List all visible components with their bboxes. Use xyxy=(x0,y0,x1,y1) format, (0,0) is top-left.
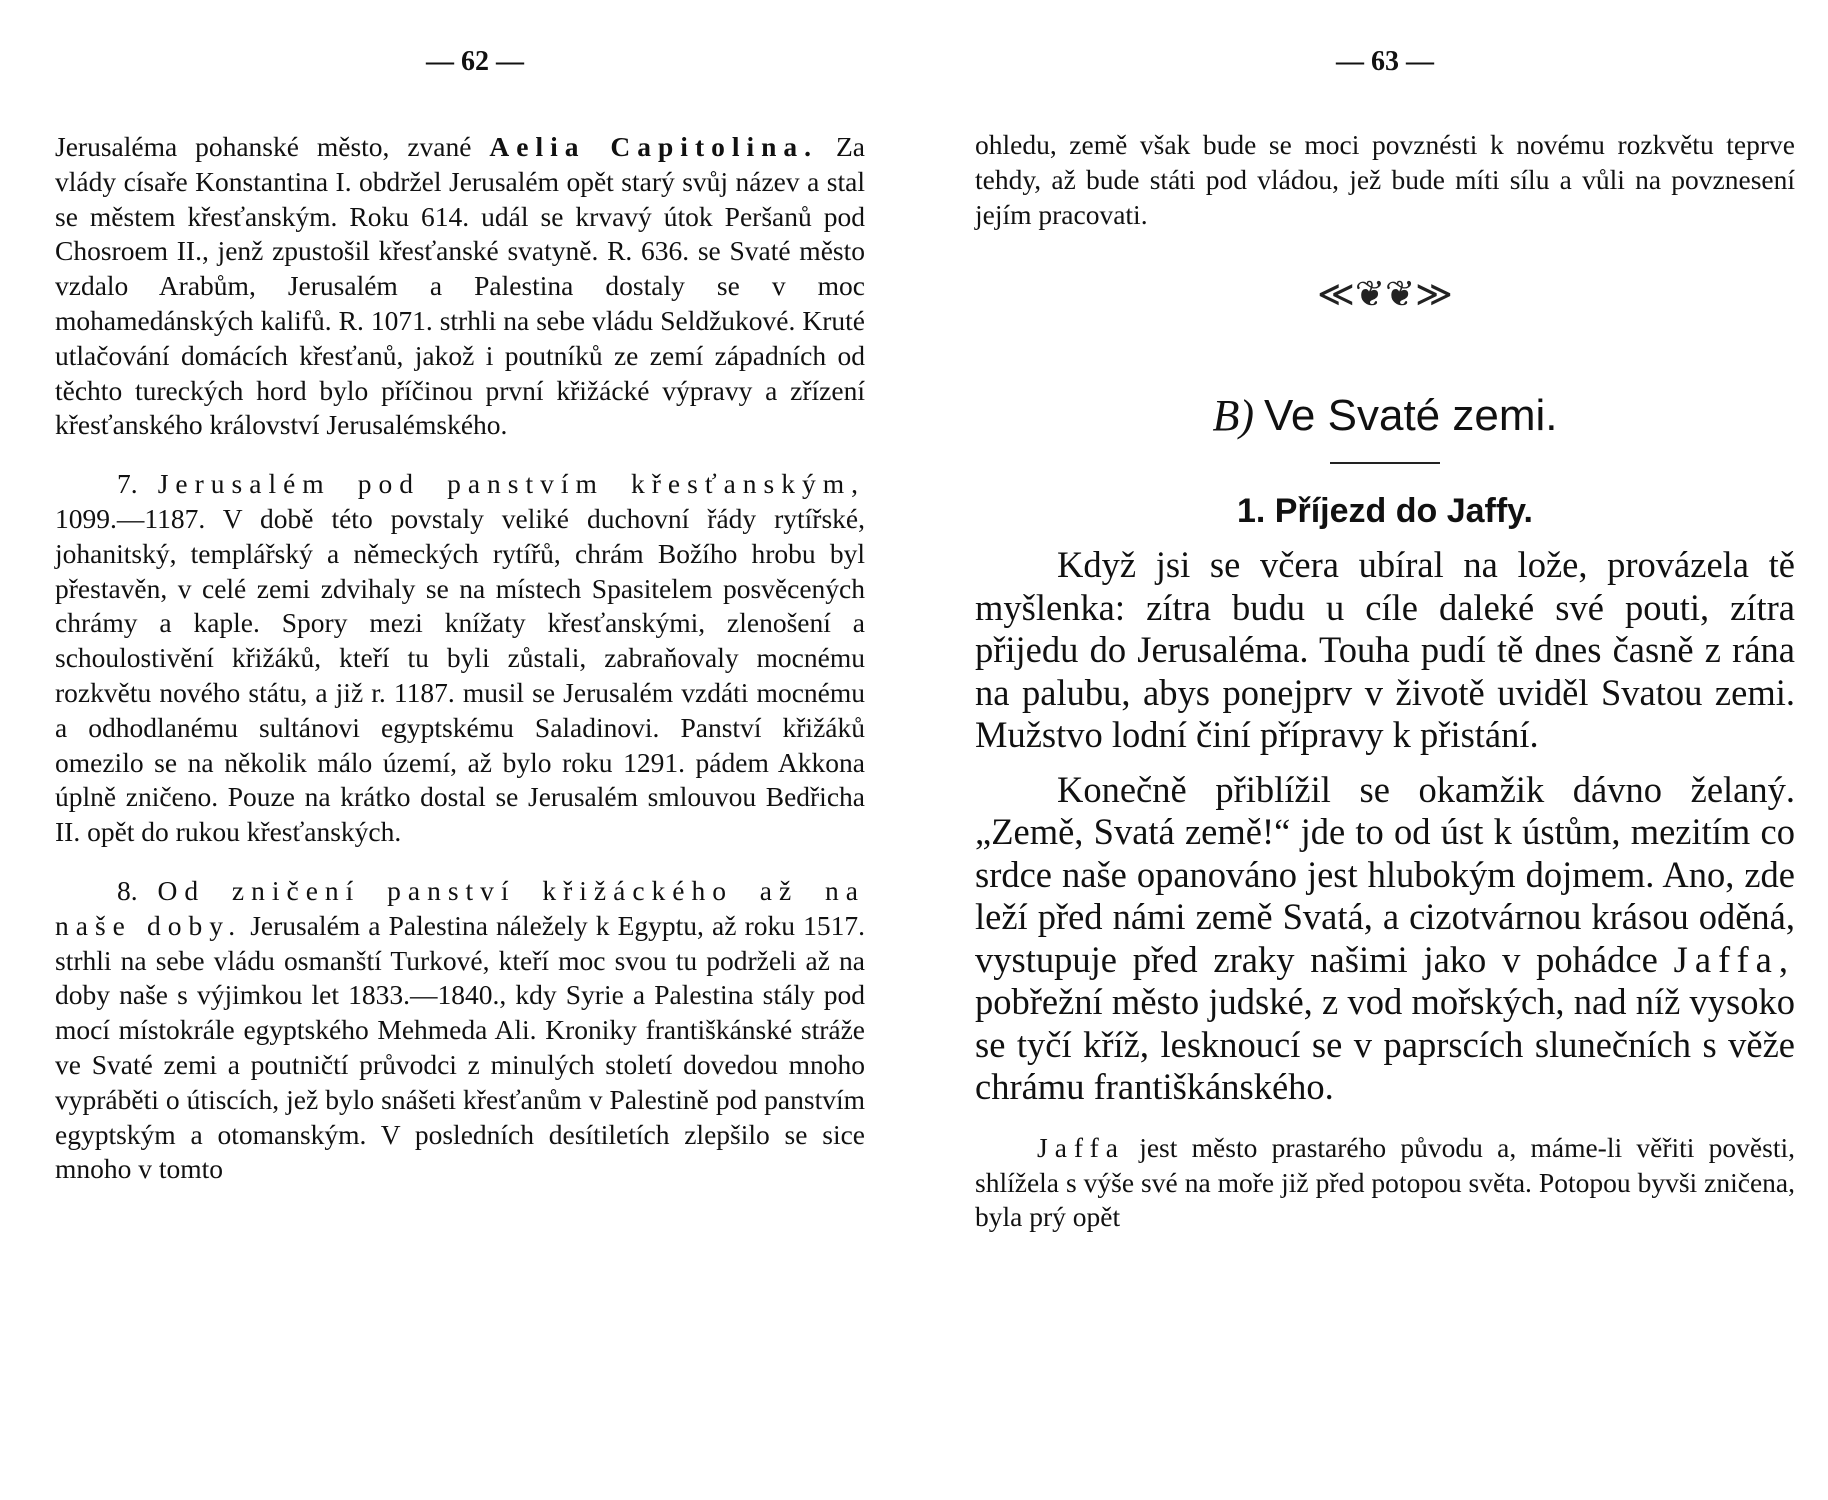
paragraph xyxy=(975,1131,1795,1235)
spaced-text: Jerusalém pod panstvím křesťanským, xyxy=(157,468,866,500)
spaced-text: Jaffa, xyxy=(1673,938,1795,980)
text-run: 8. xyxy=(117,874,158,906)
text-run: jest město prastarého původu a, máme-li věřiti pověsti, shlížela s výše své na moře již před potopou světa. Potopou byvši zničena, byla prý opět xyxy=(975,1131,1795,1233)
text-run: Jerusalém a Palestina náležely k Egyptu, až roku 1517. strhli na sebe vládu osmanští Turkové, kteří moc svou tu podrželi až na doby naše s výjimkou let 1833.—1840., kdy Syrie a Palestina stály pod mocí místokrále egyptského Mehmeda Ali. Kroniky františkánské stráže ve Svaté zemi a poutničtí průvodci z minulých století dovedou mnoho vypráběti o útiscích, jež bylo snášeti křesťanům v Palestině pod panstvím egyptským a otomanským. V posledních desítiletích zlepšilo se sice mnoho v tomto xyxy=(55,909,866,1185)
text-run: 7. xyxy=(117,468,158,500)
page-number: — 63 — xyxy=(1336,46,1434,77)
text-run: pobřežní město judské, z vod mořských, nad níž vysoko se tyčí kříž, lesknoucí se v paprscích slunečních s věže chrámu františkánského. xyxy=(975,981,1795,1108)
heading-rule xyxy=(1330,462,1440,464)
paragraph xyxy=(975,769,1795,1109)
spaced-text: Aelia Capitolina. xyxy=(489,131,819,162)
text-run: 1099.—1187. V době této povstaly veliké duchovní řády rytířské, johanitský, templářský a německých rytířů, chrám Božího hrobu byl přestavěn, v celé zemi zdvihaly se na místech Spasitelem posvěcených chrámy a kaple. Spory mezi knížaty křesťanskými, zlenošení a schoulostivění křižáků, kteří tu byli zůstali, zabraňovaly mocnému rozkvětu nového státu, a již r. 1187. musil se Jerusalém vzdáti mocnému a odhodlanému sultánovi egyptskému Saladinovi. Panství křižáků omezilo se na několik málo území, až bylo roku 1291. pádem Akkona úplně zničeno. Pouze na krátko dostal se Jerusalém smlouvou Bedřicha II. opět do rukou křesťanských. xyxy=(55,502,865,848)
paragraph xyxy=(975,544,1795,757)
spaced-text: Od zničení panství křižáckého až na naše doby. xyxy=(55,874,866,941)
page-number: — 62 — xyxy=(426,46,524,77)
left-page-body xyxy=(55,130,865,1187)
text-run: Jerusaléma pohanské město, zvané xyxy=(55,131,490,162)
text-run: Za vlády císaře Konstantina I. obdržel Jerusalém opět starý svůj název a stal se městem křesťanským. Roku 614. udál se krvavý útok Peršanů pod Chosroem II., jenž zpustošil křesťanské svatyně. R. 636. se Svaté město vzdalo Arabům, Jerusalém a Palestina dostaly se v moc mohamedánských kalifů. R. 1071. strhli na sebe vládu Seldžukové. Kruté utlačování domácích křesťanů, jakož i poutníků ze zemí západních od těchto tureckých hord bylo příčinou první křižácké výpravy a zřízení křesťanského království Jerusalémského. xyxy=(55,131,865,441)
chapter-body xyxy=(975,544,1795,1109)
paragraph xyxy=(55,874,865,1187)
section-letter: B) xyxy=(1212,391,1255,441)
right-page xyxy=(975,0,1795,1235)
right-page-top-text xyxy=(975,128,1795,232)
section-heading xyxy=(975,388,1795,444)
paragraph: ohledu, země však bude se moci povznésti k novému rozkvětu teprve tehdy, až bude státi pod vládou, jež bude míti sílu a vůli na povznesení jejím pracovati. xyxy=(975,129,1795,230)
note-text xyxy=(975,1131,1795,1235)
ornament-divider: ≪❦❦≫ xyxy=(1317,274,1453,315)
section-title: Ve Svaté zemi. xyxy=(1264,391,1558,441)
paragraph xyxy=(55,130,865,443)
text-run: Konečně přiblížil se okamžik dávno želaný. „Země, Svatá země!“ jde to od úst k ústům, mezitím co srdce naše opanováno jest hlubokým dojmem. Ano, zde leží před námi země Svatá, a cizotvárnou krásou oděná, vystupuje před zraky našimi jako v pohádce xyxy=(975,768,1795,980)
chapter-heading: 1. Příjezd do Jaffy. xyxy=(1236,492,1533,531)
left-page xyxy=(55,0,865,1187)
spaced-text: Jaffa xyxy=(1037,1131,1125,1163)
paragraph xyxy=(55,467,865,850)
text-run: Když jsi se včera ubíral na lože, provázela tě myšlenka: zítra budu u cíle daleké své pouti, zítra přijedu do Jerusaléma. Touha pudí tě dnes časně z rána na palubu, abys ponejprv v životě uviděl Svatou zemi. Mužstvo lodní činí přípravy k přistání. xyxy=(975,544,1795,756)
